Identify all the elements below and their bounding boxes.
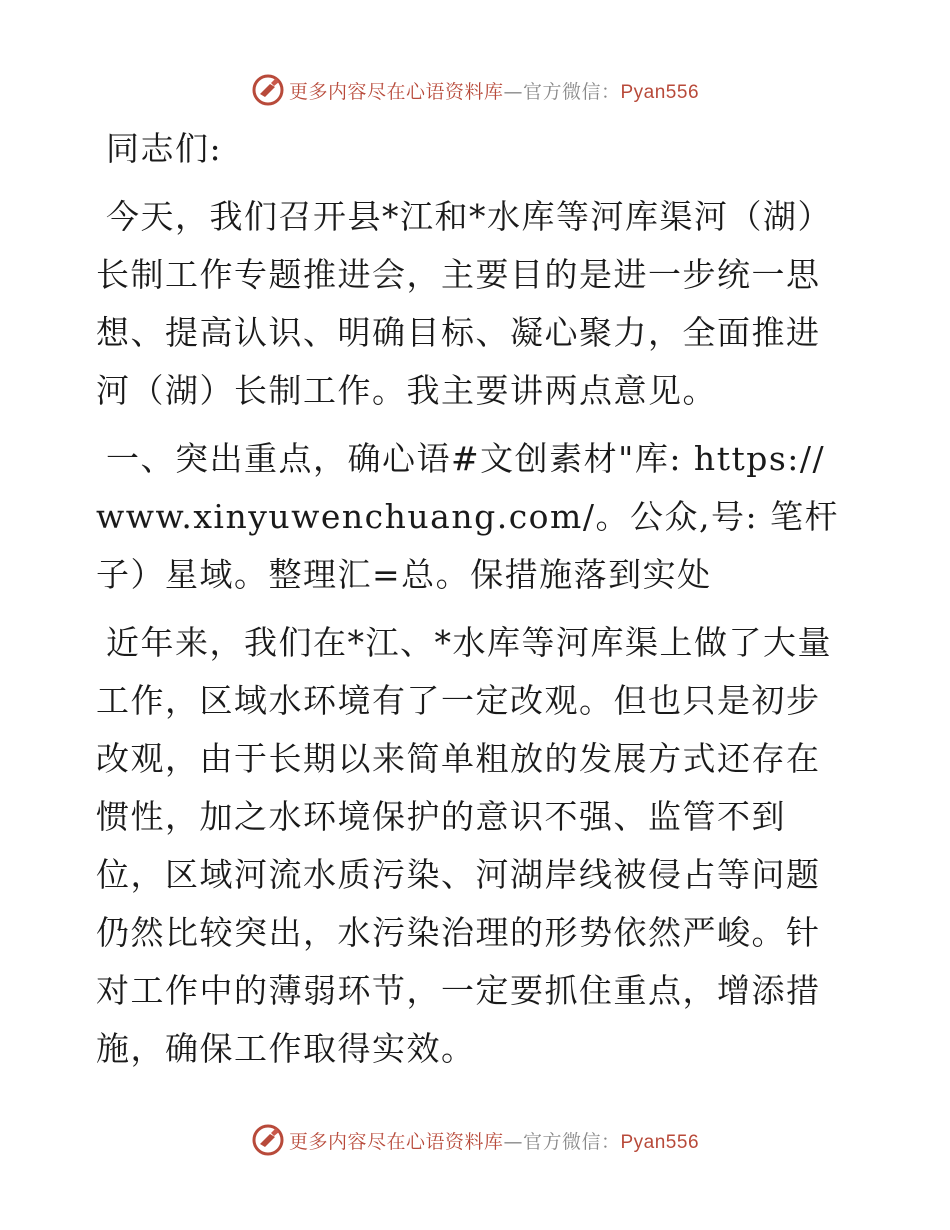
header-watermark-banner (0, 70, 950, 110)
banner-brand: 更多内容尽在心语资料库 (288, 1130, 504, 1153)
paragraph-intro: 今天，我们召开县*江和*水库等河库渠河（湖）长制工作专题推进会，主要目的是进一步统一思想、提高认识、明确目标、凝心聚力，全面推进河（湖）长制工作。我主要讲两点意见。 (96, 197, 832, 410)
banner-wechat-id: Pyan556 (620, 81, 700, 103)
banner-wechat-id: Pyan556 (620, 1131, 700, 1153)
banner-wechat-label: 官方微信： (522, 1130, 621, 1153)
footer-watermark-banner (0, 1120, 950, 1160)
banner-text (289, 77, 699, 104)
seal-logo-icon (251, 73, 285, 107)
banner-separator: — (503, 80, 523, 103)
document-body (96, 120, 850, 1078)
spacer (96, 420, 850, 430)
banner-brand: 更多内容尽在心语资料库 (288, 80, 504, 103)
seal-logo-icon (251, 1123, 285, 1157)
banner-wechat-label: 官方微信： (522, 80, 621, 103)
spacer (96, 604, 850, 614)
spacer (96, 178, 850, 188)
section-heading-one: 一、突出重点，确心语#文创素材"库: https://www.xinyuwenchuang.com/。公众,号: 笔杆子）星域。整理汇=总。保措施落到实处 (96, 439, 840, 594)
banner-text (289, 1127, 699, 1154)
salutation: 同志们: (106, 129, 223, 168)
paragraph-body: 近年来，我们在*江、*水库等河库渠上做了大量工作，区域水环境有了一定改观。但也只是初步改观，由于长期以来简单粗放的发展方式还存在惯性，加之水环境保护的意识不强、监管不到位，区域河流水质污染、河湖岸线被侵占等问题仍然比较突出，水污染治理的形势依然严峻。针对工作中的薄弱环节，一定要抓住重点，增添措施，确保工作取得实效。 (96, 623, 832, 1068)
banner-separator: — (503, 1130, 523, 1153)
